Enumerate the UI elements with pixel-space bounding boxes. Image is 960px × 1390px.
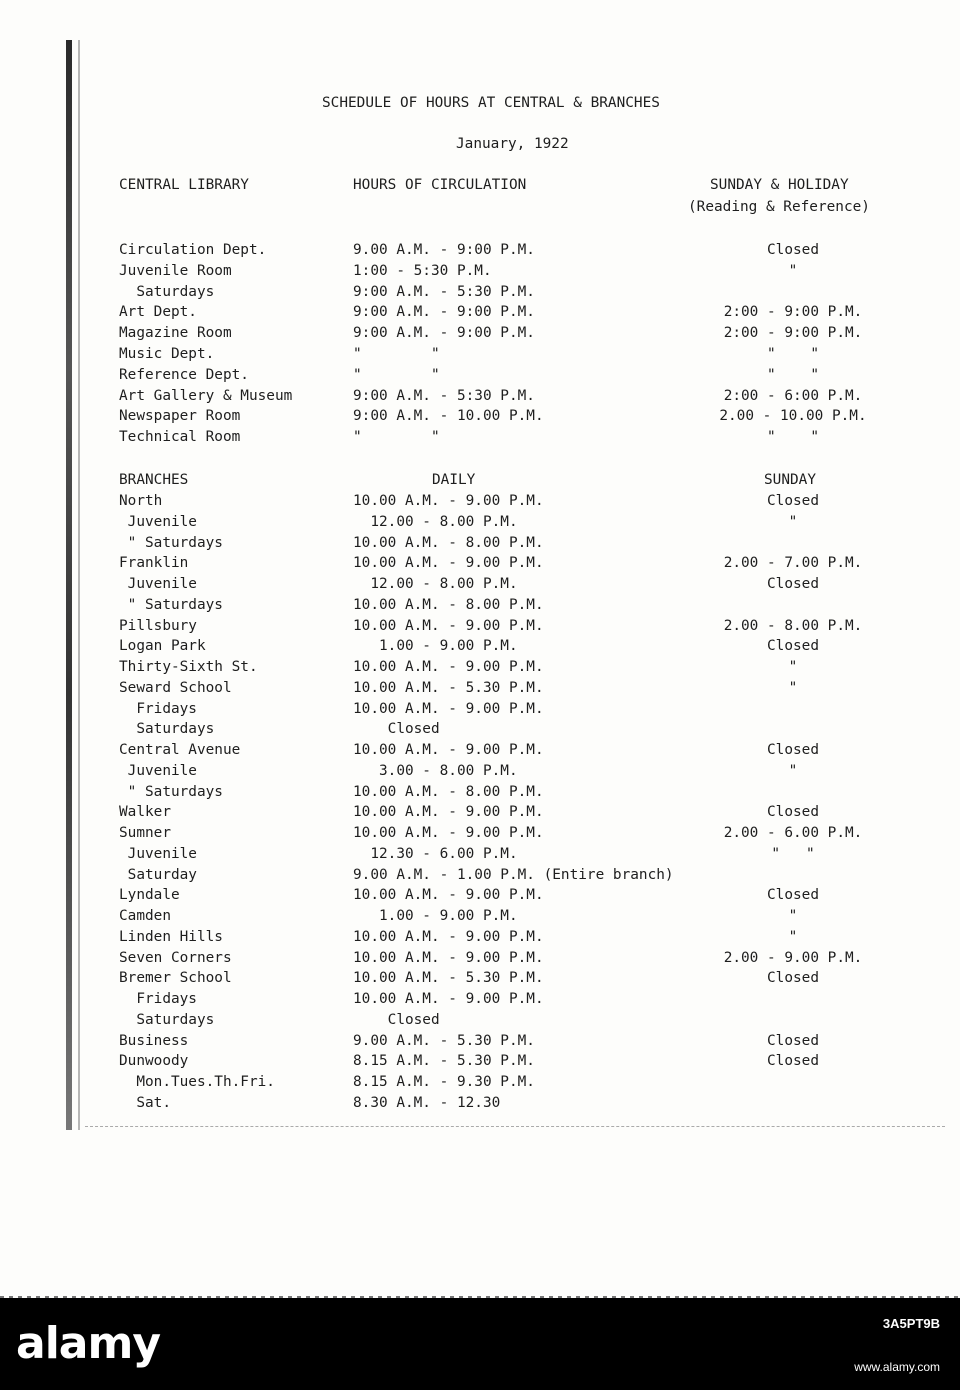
table-row xyxy=(0,284,960,305)
table-row xyxy=(0,388,960,409)
sunday-value: " xyxy=(788,679,798,696)
hours-value: 9.00 A.M. - 1.00 P.M. (Entire branch) xyxy=(353,866,674,883)
location-name: " Saturdays xyxy=(119,534,223,551)
sunday-value: 2:00 - 9:00 P.M. xyxy=(723,325,863,342)
hours-value: 12.30 - 6.00 P.M. xyxy=(353,845,518,862)
branches-header-row xyxy=(0,472,960,493)
location-name: Juvenile Room xyxy=(119,262,232,279)
hours-value: 10.00 A.M. - 9.00 P.M. xyxy=(353,991,544,1007)
table-row xyxy=(0,535,960,556)
hours-value: 12.00 - 8.00 P.M. xyxy=(353,576,518,592)
hours-value: 10.00 A.M. - 9.00 P.M. xyxy=(353,825,544,841)
column-header-sunday: SUNDAY & HOLIDAY xyxy=(710,177,849,193)
hours-value: 9.00 A.M. - 5.30 P.M. xyxy=(353,1032,535,1049)
location-name: Saturday xyxy=(119,866,197,883)
hours-value: 10.00 A.M. - 9.00 P.M. xyxy=(353,617,544,634)
table-row xyxy=(0,576,960,597)
table-row xyxy=(0,1074,960,1095)
hours-value: 12.00 - 8.00 P.M. xyxy=(353,513,518,530)
table-row xyxy=(0,1012,960,1033)
location-name: Lyndale xyxy=(119,887,180,904)
hours-value: " " xyxy=(353,429,440,446)
hours-value: 9:00 A.M. - 5:30 P.M. xyxy=(353,387,535,404)
table-row xyxy=(0,638,960,659)
location-name: Fridays xyxy=(119,991,197,1007)
table-row xyxy=(0,929,960,950)
column-header-central-library: CENTRAL LIBRARY xyxy=(119,177,249,193)
location-name: Sat. xyxy=(119,1094,171,1111)
location-name: Juvenile xyxy=(119,845,197,862)
sunday-value: 2.00 - 7.00 P.M. xyxy=(723,555,863,572)
table-row xyxy=(0,784,960,805)
location-name: Saturdays xyxy=(119,721,215,738)
hours-value: 9:00 A.M. - 10.00 P.M. xyxy=(353,408,544,425)
document-date: January, 1922 xyxy=(456,136,569,152)
table-row xyxy=(0,429,960,450)
table-row xyxy=(0,825,960,846)
table-row xyxy=(0,346,960,367)
sunday-value: " xyxy=(788,762,798,779)
hours-value: 1:00 - 5:30 P.M. xyxy=(353,262,492,279)
sunday-value: " xyxy=(788,908,798,924)
hours-value: 10.00 A.M. - 8.00 P.M. xyxy=(353,596,544,613)
hours-value: 10.00 A.M. - 9.00 P.M. xyxy=(353,887,544,904)
column-header-hours: HOURS OF CIRCULATION xyxy=(353,177,527,193)
table-row xyxy=(0,1095,960,1116)
sunday-value: 2.00 - 6.00 P.M. xyxy=(723,825,863,841)
hours-value: 10.00 A.M. - 9.00 P.M. xyxy=(353,555,544,572)
table-row xyxy=(0,867,960,888)
location-name: Art Gallery & Museum xyxy=(119,387,293,404)
table-row xyxy=(0,1033,960,1054)
location-name: Seven Corners xyxy=(119,949,232,966)
table-row xyxy=(0,555,960,576)
sunday-value: " xyxy=(788,513,798,530)
location-name: Pillsbury xyxy=(119,617,197,634)
table-row xyxy=(0,742,960,763)
location-name: Mon.Tues.Th.Fri. xyxy=(119,1074,275,1090)
table-row xyxy=(0,950,960,971)
sunday-value: " xyxy=(788,928,798,945)
location-name: Business xyxy=(119,1032,189,1049)
location-name: Central Avenue xyxy=(119,742,241,758)
hours-value: Closed xyxy=(353,721,440,738)
table-row xyxy=(0,908,960,929)
document-title: SCHEDULE OF HOURS AT CENTRAL & BRANCHES xyxy=(322,95,660,111)
sunday-value: 2.00 - 8.00 P.M. xyxy=(723,617,863,634)
hours-value: " " xyxy=(353,366,440,383)
hours-value: 8.30 A.M. - 12.30 xyxy=(353,1094,501,1111)
sunday-value: " " xyxy=(767,346,819,362)
table-row xyxy=(0,680,960,701)
hours-value: 10.00 A.M. - 8.00 P.M. xyxy=(353,783,544,800)
table-row xyxy=(0,887,960,908)
table-row xyxy=(0,1053,960,1074)
hours-value: 10.00 A.M. - 8.00 P.M. xyxy=(353,534,544,551)
hours-value: 9:00 A.M. - 5:30 P.M. xyxy=(353,283,535,300)
table-row xyxy=(0,991,960,1012)
sunday-value: Closed xyxy=(767,1032,819,1049)
branches-sunday-header: SUNDAY xyxy=(764,472,816,488)
location-name: Dunwoody xyxy=(119,1053,189,1070)
hours-value: 9:00 A.M. - 9:00 P.M. xyxy=(353,304,535,321)
table-row xyxy=(0,597,960,618)
table-row xyxy=(0,659,960,680)
branches-header: BRANCHES xyxy=(119,472,189,488)
sunday-value: 2:00 - 6:00 P.M. xyxy=(723,387,863,404)
table-row xyxy=(0,325,960,346)
sunday-value: " xyxy=(788,262,798,279)
sunday-value: Closed xyxy=(767,576,819,592)
location-name: Newspaper Room xyxy=(119,408,241,425)
location-name: Fridays xyxy=(119,700,197,717)
sunday-value: 2.00 - 10.00 P.M. xyxy=(719,408,867,425)
hours-value: 8.15 A.M. - 5.30 P.M. xyxy=(353,1053,535,1070)
table-row xyxy=(0,304,960,325)
sunday-value: Closed xyxy=(767,638,819,655)
location-name: Reference Dept. xyxy=(119,366,249,383)
sunday-value: 2.00 - 9.00 P.M. xyxy=(723,949,863,966)
location-name: Circulation Dept. xyxy=(119,242,267,258)
table-row xyxy=(0,970,960,991)
location-name: Linden Hills xyxy=(119,928,223,945)
location-name: Music Dept. xyxy=(119,346,215,362)
table-row xyxy=(0,846,960,867)
hours-value: 10.00 A.M. - 9.00 P.M. xyxy=(353,928,544,945)
table-row xyxy=(0,618,960,639)
hours-value: 9.00 A.M. - 9:00 P.M. xyxy=(353,242,535,258)
hours-value: 8.15 A.M. - 9.30 P.M. xyxy=(353,1074,535,1090)
hours-value: 10.00 A.M. - 9.00 P.M. xyxy=(353,659,544,675)
hours-value: 10.00 A.M. - 9.00 P.M. xyxy=(353,742,544,758)
hours-value: 9:00 A.M. - 9:00 P.M. xyxy=(353,325,535,342)
hours-value: 1.00 - 9.00 P.M. xyxy=(353,908,518,924)
sunday-value: Closed xyxy=(767,1053,819,1070)
location-name: Juvenile xyxy=(119,576,197,592)
sunday-value: Closed xyxy=(767,742,819,758)
location-name: Thirty-Sixth St. xyxy=(119,659,258,675)
location-name: Juvenile xyxy=(119,762,197,779)
sunday-value: " " xyxy=(767,429,819,446)
sunday-value: Closed xyxy=(767,493,819,509)
sunday-value: Closed xyxy=(767,804,819,821)
location-name: North xyxy=(119,493,163,509)
hours-value: 1.00 - 9.00 P.M. xyxy=(353,638,518,655)
sunday-value: " xyxy=(788,659,798,675)
site-url: www.alamy.com xyxy=(854,1360,940,1374)
hours-value: 10.00 A.M. - 5.30 P.M. xyxy=(353,679,544,696)
table-row xyxy=(0,701,960,722)
location-name: " Saturdays xyxy=(119,596,223,613)
location-name: Walker xyxy=(119,804,171,821)
location-name: Seward School xyxy=(119,679,232,696)
location-name: Sumner xyxy=(119,825,171,841)
daily-header: DAILY xyxy=(432,472,476,488)
hours-value: 10.00 A.M. - 9.00 P.M. xyxy=(353,804,544,821)
table-row xyxy=(0,514,960,535)
table-row xyxy=(0,804,960,825)
table-row xyxy=(0,263,960,284)
location-name: Saturdays xyxy=(119,1011,215,1028)
page-bottom-rule xyxy=(85,1126,945,1128)
hours-value: 3.00 - 8.00 P.M. xyxy=(353,762,518,779)
table-row xyxy=(0,493,960,514)
location-name: Magazine Room xyxy=(119,325,232,342)
location-name: Camden xyxy=(119,908,171,924)
table-row xyxy=(0,721,960,742)
alamy-logo: alamy xyxy=(16,1318,160,1369)
table-row xyxy=(0,408,960,429)
sunday-value: " " xyxy=(771,845,815,862)
location-name: Franklin xyxy=(119,555,189,572)
hours-value: " " xyxy=(353,346,440,362)
location-name: Bremer School xyxy=(119,970,232,987)
hours-value: 10.00 A.M. - 9.00 P.M. xyxy=(353,700,544,717)
table-row xyxy=(0,367,960,388)
hours-value: 10.00 A.M. - 5.30 P.M. xyxy=(353,970,544,987)
hours-value: 10.00 A.M. - 9.00 P.M. xyxy=(353,949,544,966)
hours-value: Closed xyxy=(353,1011,440,1028)
sunday-value: Closed xyxy=(767,970,819,987)
sunday-value: Closed xyxy=(767,887,819,904)
hours-value: 10.00 A.M. - 9.00 P.M. xyxy=(353,493,544,509)
column-header-sunday-sub: (Reading & Reference) xyxy=(688,199,870,215)
location-name: Saturdays xyxy=(119,283,215,300)
location-name: " Saturdays xyxy=(119,783,223,800)
table-row xyxy=(0,242,960,263)
location-name: Technical Room xyxy=(119,429,241,446)
image-id: 3A5PT9B xyxy=(882,1316,940,1331)
location-name: Art Dept. xyxy=(119,304,197,321)
table-row xyxy=(0,763,960,784)
location-name: Juvenile xyxy=(119,513,197,530)
sunday-value: 2:00 - 9:00 P.M. xyxy=(723,304,863,321)
location-name: Logan Park xyxy=(119,638,206,655)
sunday-value: Closed xyxy=(767,242,819,258)
sunday-value: " " xyxy=(767,366,819,383)
